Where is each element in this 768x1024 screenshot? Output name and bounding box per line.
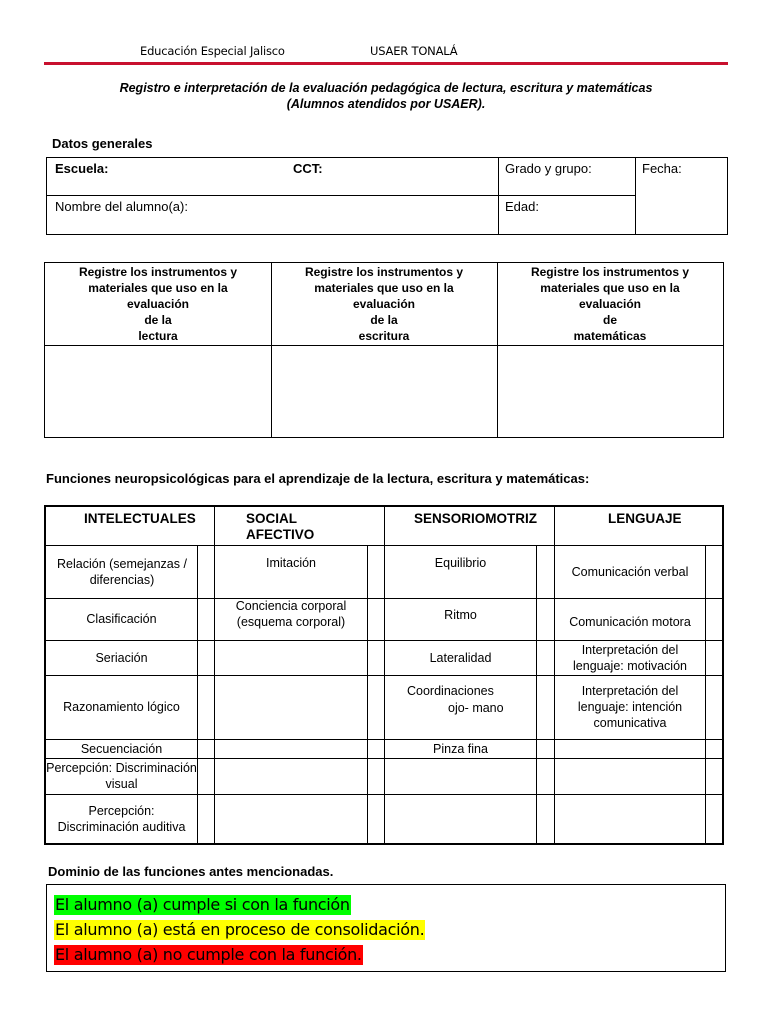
header-line: matemáticas: [573, 329, 647, 343]
header-social: [246, 511, 314, 543]
header-line: evaluación: [352, 297, 416, 311]
header-line: de: [602, 313, 617, 327]
lenguaje-item: Comunicación verbal: [571, 564, 689, 579]
cct-label: CCT:: [293, 161, 323, 176]
header-line: materiales que uso en la: [88, 281, 228, 295]
header-line: Registre los instrumentos y: [530, 265, 690, 279]
document-title: [44, 80, 728, 112]
header-line: evaluación: [578, 297, 642, 311]
title-line-1: Registro e interpretación de la evaluación pedagógica de lectura, escritura y matemáticas: [119, 81, 653, 95]
instrumentos-escritura-header: [271, 264, 497, 344]
sensoriomotriz-item: Equilibrio: [434, 555, 487, 570]
intelectual-item: Secuenciación: [80, 741, 163, 756]
intelectual-item: Razonamiento lógico: [63, 700, 180, 714]
intelectual-item: Clasificación: [86, 612, 157, 626]
nombre-alumno-label: Nombre del alumno(a):: [55, 199, 188, 214]
legend-cumple: El alumno (a) cumple si con la función: [55, 895, 350, 914]
header-lenguaje: LENGUAJE: [608, 511, 682, 526]
datos-generales-table: [46, 157, 728, 235]
social-item: Conciencia corporal (esquema corporal): [235, 599, 347, 629]
instrumentos-lectura-header: [45, 264, 271, 344]
header-line: de la: [370, 313, 398, 327]
header-line: evaluación: [126, 297, 190, 311]
intelectual-item: Percepción: Discriminación auditiva: [57, 803, 186, 834]
header-line: lectura: [138, 329, 178, 343]
sensoriomotriz-item-continuation: ojo- mano: [448, 701, 504, 715]
instrumentos-escritura-field[interactable]: [272, 346, 497, 437]
fecha-label: Fecha:: [642, 161, 682, 176]
lenguaje-item: Comunicación motora: [569, 614, 691, 629]
header-line: Registre los instrumentos y: [78, 265, 238, 279]
edad-label: Edad:: [505, 199, 539, 214]
instrumentos-matematicas-header: [497, 264, 723, 344]
instrumentos-matematicas-field[interactable]: [498, 346, 723, 437]
social-item: Imitación: [265, 555, 317, 570]
instrumentos-lectura-field[interactable]: [45, 346, 271, 437]
header-social-line-1: SOCIAL: [246, 511, 298, 526]
lenguaje-item: Interpretación del lenguaje: motivación: [573, 642, 687, 673]
sensoriomotriz-item: Ritmo: [444, 608, 477, 622]
escuela-label: Escuela:: [55, 161, 109, 176]
legend-no-cumple: El alumno (a) no cumple con la función.: [55, 945, 362, 964]
header-line: de la: [144, 313, 172, 327]
intelectual-item: Relación (semejanzas / diferencias): [57, 556, 187, 587]
header-line: materiales que uso en la: [314, 281, 454, 295]
header-social-line-2: AFECTIVO: [246, 527, 315, 542]
intelectual-item: Seriación: [95, 650, 148, 665]
title-line-2: (Alumnos atendidos por USAER).: [286, 97, 486, 111]
dominio-title: Dominio de las funciones antes mencionadas.: [48, 864, 334, 879]
header-rule: [44, 62, 728, 65]
sensoriomotriz-item: Lateralidad: [429, 650, 492, 665]
header-line: Registre los instrumentos y: [304, 265, 464, 279]
header-line: escritura: [358, 329, 410, 343]
legend-en-proceso: El alumno (a) está en proceso de consolidación.: [55, 920, 425, 939]
sensoriomotriz-item: Coordinaciones: [407, 684, 494, 698]
organization-name: Educación Especial Jalisco: [140, 44, 285, 58]
header-intelectuales: INTELECTUALES: [84, 511, 196, 526]
header-sensoriomotriz: SENSORIOMOTRIZ: [414, 511, 538, 526]
lenguaje-item: Interpretación del lenguaje: intención comunicativa: [577, 684, 683, 730]
intelectual-item: Percepción: Discriminación visual: [46, 761, 197, 791]
sensoriomotriz-item: Pinza fina: [433, 741, 488, 756]
grado-grupo-label: Grado y grupo:: [505, 161, 592, 176]
funciones-table: [44, 505, 724, 845]
header-line: materiales que uso en la: [540, 281, 680, 295]
datos-generales-title: Datos generales: [52, 136, 153, 151]
unit-name: USAER TONALÁ: [370, 44, 458, 58]
funciones-title: Funciones neuropsicológicas para el aprendizaje de la lectura, escritura y matemáticas:: [46, 471, 590, 486]
